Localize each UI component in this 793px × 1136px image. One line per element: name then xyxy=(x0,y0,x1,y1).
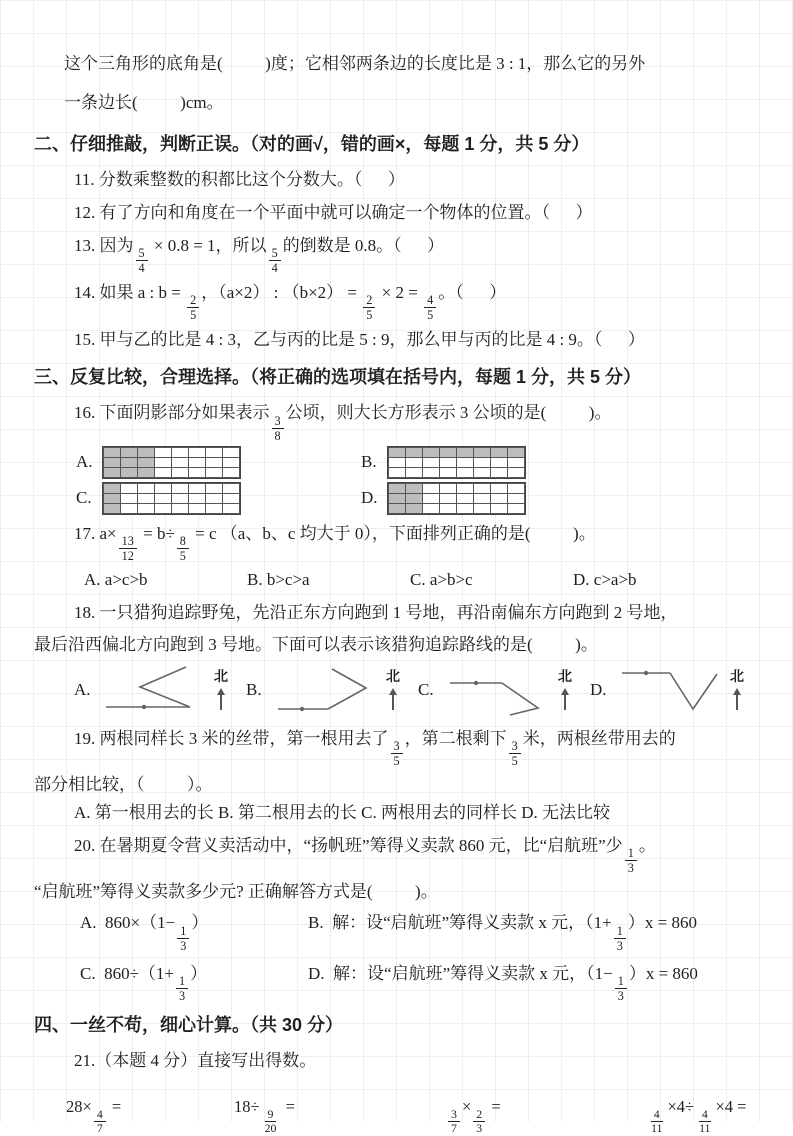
numerator: 5 xyxy=(136,246,148,261)
grid-cell xyxy=(206,448,222,457)
grid-cell xyxy=(508,484,524,493)
shaded-cell xyxy=(406,448,422,457)
option-a-label: A. xyxy=(76,452,93,472)
shaded-cell xyxy=(121,448,137,457)
fraction xyxy=(269,246,281,275)
numerator: 1 xyxy=(176,974,188,989)
fraction xyxy=(648,1108,665,1136)
shaded-cell xyxy=(423,448,439,457)
grid-cell xyxy=(172,494,188,503)
grid-cell xyxy=(223,484,239,493)
text-segment: × 0.8 = 1，所以 xyxy=(149,236,267,255)
grid-cell xyxy=(206,504,222,513)
grid-cell xyxy=(508,468,524,477)
text-segment: 公顷，则大长方形表示 3 公顷的是( )。 xyxy=(285,403,612,423)
denominator: 7 xyxy=(451,1121,457,1136)
grid-cell xyxy=(491,484,507,493)
shaded-cell xyxy=(491,448,507,457)
denominator: 5 xyxy=(190,308,197,323)
grid-cell xyxy=(155,448,171,457)
fraction xyxy=(187,293,199,322)
fraction xyxy=(262,1108,280,1136)
fraction xyxy=(424,293,436,322)
fraction xyxy=(696,1108,713,1136)
question-21-calculations xyxy=(34,1090,767,1136)
north-label: 北 xyxy=(730,670,744,686)
option-c-formula xyxy=(80,954,308,1003)
text-segment: ×4 = xyxy=(715,1096,747,1116)
numerator: 1 xyxy=(615,974,627,989)
option-a-grid xyxy=(102,446,241,479)
grid-cell xyxy=(172,448,188,457)
denominator: 5 xyxy=(427,308,434,323)
grid-cell xyxy=(406,468,422,477)
text-segment: 13. 因为 xyxy=(74,236,134,255)
numerator: 3 xyxy=(509,739,521,754)
north-indicator xyxy=(214,670,228,710)
option-b-grid xyxy=(387,446,526,479)
north-indicator xyxy=(730,670,744,710)
fraction xyxy=(615,974,627,1003)
text-segment: 。 xyxy=(638,836,656,856)
question-12: 12. 有了方向和角度在一个平面中就可以确定一个物体的位置。（ ） xyxy=(74,203,593,222)
fraction xyxy=(176,974,188,1003)
option-d-formula xyxy=(308,954,698,1003)
grid-cell xyxy=(121,484,137,493)
route-option-c xyxy=(418,661,590,719)
option-c: C. a>b>c xyxy=(410,569,473,589)
numerator: 5 xyxy=(269,246,281,261)
grid-cell xyxy=(223,448,239,457)
text-segment: 19. 两根同样长 3 米的丝带，第一根用去了 xyxy=(74,728,389,748)
shaded-cell xyxy=(389,494,405,503)
text-segment: 的倒数是 0.8。（ ） xyxy=(282,236,445,255)
shaded-cell xyxy=(440,448,456,457)
grid-cell xyxy=(121,504,137,513)
shaded-cell xyxy=(406,494,422,503)
shaded-cell xyxy=(389,504,405,513)
grid-cell xyxy=(491,468,507,477)
option-c-grid xyxy=(102,482,241,515)
section4-heading: 四、一丝不苟，细心计算。（共 30 分） xyxy=(34,1014,344,1035)
numerator: 2 xyxy=(473,1108,485,1123)
grid-cell xyxy=(138,494,154,503)
grid-cell xyxy=(189,504,205,513)
grid-cell xyxy=(406,458,422,467)
grid-cell xyxy=(206,484,222,493)
option-d-label: D. xyxy=(590,679,607,699)
shaded-cell xyxy=(104,448,120,457)
option-a: A. a>c>b xyxy=(84,569,148,589)
shaded-cell xyxy=(104,484,120,493)
text-segment: 米，两根丝带用去的 xyxy=(522,728,676,748)
fraction xyxy=(473,1108,485,1136)
numerator: 2 xyxy=(363,293,375,308)
route-diagram-d xyxy=(616,661,720,719)
grid-cell xyxy=(423,494,439,503)
grid-cell xyxy=(206,468,222,477)
north-label: 北 xyxy=(386,670,400,686)
grid-cell xyxy=(189,468,205,477)
grid-cell xyxy=(189,484,205,493)
numerator: 3 xyxy=(391,739,403,754)
north-arrow-icon xyxy=(736,690,738,710)
text-segment: A. 860×（1− xyxy=(80,913,176,933)
fraction xyxy=(177,534,189,563)
numerator: 4 xyxy=(424,293,436,308)
grid-cell xyxy=(474,468,490,477)
text-segment: 。（ ） xyxy=(438,283,507,303)
denominator: 5 xyxy=(366,308,373,323)
route-option-d xyxy=(590,661,762,719)
grid-cell xyxy=(457,468,473,477)
grid-cell xyxy=(474,494,490,503)
text-segment: ，（a×2） : （b×2） = xyxy=(201,283,362,303)
fraction xyxy=(177,924,189,953)
grid-cell xyxy=(491,494,507,503)
grid-cell xyxy=(138,504,154,513)
shaded-cell xyxy=(389,448,405,457)
grid-cell xyxy=(223,494,239,503)
numerator: 1 xyxy=(625,846,637,861)
numerator: 3 xyxy=(272,414,284,429)
fraction xyxy=(272,414,284,443)
option-c-label: C. xyxy=(418,679,434,699)
grid-cell xyxy=(189,458,205,467)
text-segment: C. 860÷（1+ xyxy=(80,963,175,983)
grid-cell xyxy=(440,504,456,513)
grid-cell xyxy=(121,494,137,503)
option-b-formula xyxy=(308,903,697,952)
text-segment: D. 解：设“启航班”筹得义卖款 x 元，（1− xyxy=(308,963,613,983)
shaded-cell xyxy=(389,484,405,493)
text-segment: = c （a、b、c 均大于 0），下面排列正确的是( )。 xyxy=(190,523,596,543)
text-segment: 17. a× xyxy=(74,523,117,543)
grid-cell xyxy=(189,494,205,503)
option-a-formula xyxy=(80,903,308,952)
option-d-group xyxy=(361,482,646,515)
shaded-cell xyxy=(104,468,120,477)
shaded-cell xyxy=(457,448,473,457)
numerator: 4 xyxy=(94,1108,106,1123)
text-segment: 18÷ xyxy=(234,1096,260,1116)
question-11: 11. 分数乘整数的积都比这个分数大。（ ） xyxy=(74,170,405,189)
grid-cell xyxy=(155,484,171,493)
denominator: 5 xyxy=(393,754,400,769)
calc-expression-1 xyxy=(66,1090,234,1136)
question-16-options-row-1 xyxy=(34,446,767,479)
numerator: 13 xyxy=(119,534,137,549)
option-b-group xyxy=(361,446,646,479)
denominator: 5 xyxy=(179,548,186,563)
question-17-options xyxy=(34,565,767,595)
grid-cell xyxy=(491,504,507,513)
grid-cell xyxy=(457,458,473,467)
fraction xyxy=(509,739,521,768)
route-diagram-a xyxy=(100,661,204,719)
section3-heading: 三、反复比较，合理选择。（将正确的选项填在括号内，每题 1 分，共 5 分） xyxy=(34,367,642,388)
question-19-options: A. 第一根用去的长 B. 第二根用去的长 C. 两根用去的同样长 D. 无法比较 xyxy=(74,803,610,823)
grid-cell xyxy=(440,484,456,493)
numerator: 4 xyxy=(699,1108,711,1123)
grid-cell xyxy=(172,458,188,467)
shaded-cell xyxy=(104,504,120,513)
grid-cell xyxy=(189,448,205,457)
route-diagram-b xyxy=(272,661,376,719)
shaded-cell xyxy=(406,484,422,493)
denominator: 4 xyxy=(138,261,145,276)
grid-cell xyxy=(138,484,154,493)
denominator: 4 xyxy=(271,261,278,276)
option-a-group xyxy=(76,446,361,479)
question-19-line-2: 部分相比较，（ ）。 xyxy=(34,775,213,795)
shaded-cell xyxy=(138,458,154,467)
section2-heading: 二、仔细推敲，判断正误。（对的画√，错的画×，每题 1 分，共 5 分） xyxy=(34,134,590,154)
calc-expression-3 xyxy=(446,1090,646,1136)
question-20-options-row-1 xyxy=(34,903,767,952)
shaded-cell xyxy=(138,468,154,477)
numerator: 8 xyxy=(177,534,189,549)
numerator: 1 xyxy=(177,924,189,939)
numerator: 3 xyxy=(448,1108,460,1123)
numerator: 2 xyxy=(187,293,199,308)
grid-cell xyxy=(389,468,405,477)
option-c-label: C. xyxy=(76,488,92,508)
grid-cell xyxy=(223,504,239,513)
question-17 xyxy=(34,518,767,563)
option-d: D. c>a>b xyxy=(573,569,637,589)
fraction xyxy=(363,293,375,322)
denominator: 3 xyxy=(616,938,623,953)
calc-expression-4 xyxy=(646,1090,747,1136)
text-segment: ）x = 860 xyxy=(627,913,697,933)
text-segment: ）x = 860 xyxy=(628,963,698,983)
denominator: 5 xyxy=(511,754,518,769)
shaded-cell xyxy=(104,494,120,503)
text-segment: 20. 在暑期夏令营义卖活动中，“扬帆班”筹得义卖款 860 元，比“启航班”少 xyxy=(74,836,623,856)
shaded-cell xyxy=(406,504,422,513)
denominator: 7 xyxy=(96,1121,103,1136)
fraction xyxy=(448,1108,460,1136)
question-18-options xyxy=(34,661,767,719)
denominator: 11 xyxy=(699,1121,711,1136)
grid-cell xyxy=(223,468,239,477)
text-segment: 16. 下面阴影部分如果表示 xyxy=(74,403,270,423)
question-20-line-1 xyxy=(34,830,767,875)
text-segment: B. 解：设“启航班”筹得义卖款 x 元，（1+ xyxy=(308,913,612,933)
north-indicator xyxy=(558,670,572,710)
option-b: B. b>c>a xyxy=(247,569,310,589)
text-segment: = xyxy=(281,1096,295,1116)
grid-cell xyxy=(491,458,507,467)
option-d-label: D. xyxy=(361,488,378,508)
grid-cell xyxy=(423,458,439,467)
grid-cell xyxy=(155,458,171,467)
question-16-options-row-2 xyxy=(34,482,767,515)
calc-expression-2 xyxy=(234,1090,446,1136)
intro-line-1: 这个三角形的底角是( )度；它相邻两条边的长度比是 3 : 1，那么它的另外 xyxy=(64,54,646,73)
grid-cell xyxy=(474,484,490,493)
text-segment: ×4÷ xyxy=(667,1096,695,1116)
north-arrow-icon xyxy=(220,690,222,710)
grid-cell xyxy=(457,494,473,503)
text-segment: ，第二根剩下 xyxy=(404,728,507,748)
grid-cell xyxy=(172,504,188,513)
grid-cell xyxy=(440,494,456,503)
denominator: 3 xyxy=(476,1121,483,1136)
text-segment: × xyxy=(461,1096,472,1116)
text-segment: 28× xyxy=(66,1096,92,1116)
question-13 xyxy=(34,230,767,275)
numerator: 4 xyxy=(651,1108,663,1123)
numerator: 1 xyxy=(614,924,626,939)
grid-cell xyxy=(155,468,171,477)
question-16 xyxy=(34,397,767,442)
route-option-a xyxy=(74,661,246,719)
denominator: 20 xyxy=(264,1121,277,1136)
question-21-title: 21.（本题 4 分）直接写出得数。 xyxy=(74,1050,317,1070)
text-segment: = b÷ xyxy=(138,523,175,543)
fraction xyxy=(625,846,637,875)
fraction xyxy=(614,924,626,953)
denominator: 3 xyxy=(179,988,186,1003)
grid-cell xyxy=(423,484,439,493)
grid-cell xyxy=(440,468,456,477)
north-label: 北 xyxy=(558,670,572,686)
grid-cell xyxy=(457,504,473,513)
denominator: 8 xyxy=(274,428,281,443)
denominator: 3 xyxy=(180,938,187,953)
option-b-label: B. xyxy=(361,452,377,472)
grid-cell xyxy=(155,494,171,503)
grid-cell xyxy=(155,504,171,513)
route-option-b xyxy=(246,661,418,719)
grid-cell xyxy=(508,504,524,513)
option-b-label: B. xyxy=(246,679,262,699)
denominator: 3 xyxy=(627,861,634,876)
intro-line-2: 一条边长( )cm。 xyxy=(64,93,224,112)
option-d-grid xyxy=(387,482,526,515)
north-arrow-icon xyxy=(392,690,394,710)
grid-cell xyxy=(223,458,239,467)
grid-cell xyxy=(457,484,473,493)
grid-cell xyxy=(172,484,188,493)
shaded-cell xyxy=(121,468,137,477)
text-segment: = xyxy=(107,1096,122,1116)
shaded-cell xyxy=(138,448,154,457)
question-20-options-row-2 xyxy=(34,954,767,1003)
fraction xyxy=(119,534,137,563)
shaded-cell xyxy=(508,448,524,457)
text-segment: ） xyxy=(190,963,208,983)
question-19-line-1 xyxy=(34,723,767,768)
fraction xyxy=(136,246,148,275)
question-18-line-2: 最后沿西偏北方向跑到 3 号地。下面可以表示该猎狗追踪路线的是( )。 xyxy=(34,634,598,654)
north-arrow-icon xyxy=(564,690,566,710)
grid-cell xyxy=(423,468,439,477)
question-15: 15. 甲与乙的比是 4 : 3，乙与丙的比是 5 : 9，那么甲与丙的比是 4 : 9。（ ） xyxy=(74,330,645,350)
north-indicator xyxy=(386,670,400,710)
shaded-cell xyxy=(121,458,137,467)
grid-cell xyxy=(474,458,490,467)
text-segment: ） xyxy=(191,913,209,933)
question-14 xyxy=(34,277,767,322)
grid-cell xyxy=(206,494,222,503)
grid-cell xyxy=(508,494,524,503)
text-segment: × 2 = xyxy=(377,283,423,303)
grid-cell xyxy=(474,504,490,513)
fraction xyxy=(391,739,403,768)
shaded-cell xyxy=(474,448,490,457)
grid-cell xyxy=(440,458,456,467)
text-segment: = xyxy=(487,1096,501,1116)
grid-cell xyxy=(206,458,222,467)
denominator: 12 xyxy=(121,548,134,563)
fraction xyxy=(94,1108,106,1136)
grid-cell xyxy=(172,468,188,477)
grid-cell xyxy=(508,458,524,467)
option-c-group xyxy=(76,482,361,515)
grid-cell xyxy=(389,458,405,467)
denominator: 3 xyxy=(617,988,624,1003)
grid-cell xyxy=(423,504,439,513)
north-label: 北 xyxy=(214,670,228,686)
route-diagram-c xyxy=(444,661,548,719)
denominator: 11 xyxy=(651,1121,663,1136)
question-18-line-1: 18. 一只猎狗追踪野兔，先沿正东方向跑到 1 号地，再沿南偏东方向跑到 2 号地， xyxy=(74,602,678,622)
shaded-cell xyxy=(104,458,120,467)
question-10-continuation xyxy=(34,44,767,122)
text-segment: 14. 如果 a : b = xyxy=(74,283,186,303)
option-a-label: A. xyxy=(74,679,91,699)
question-20-line-2: “启航班”筹得义卖款多少元? 正确解答方式是( )。 xyxy=(34,882,438,902)
numerator: 9 xyxy=(265,1108,277,1123)
